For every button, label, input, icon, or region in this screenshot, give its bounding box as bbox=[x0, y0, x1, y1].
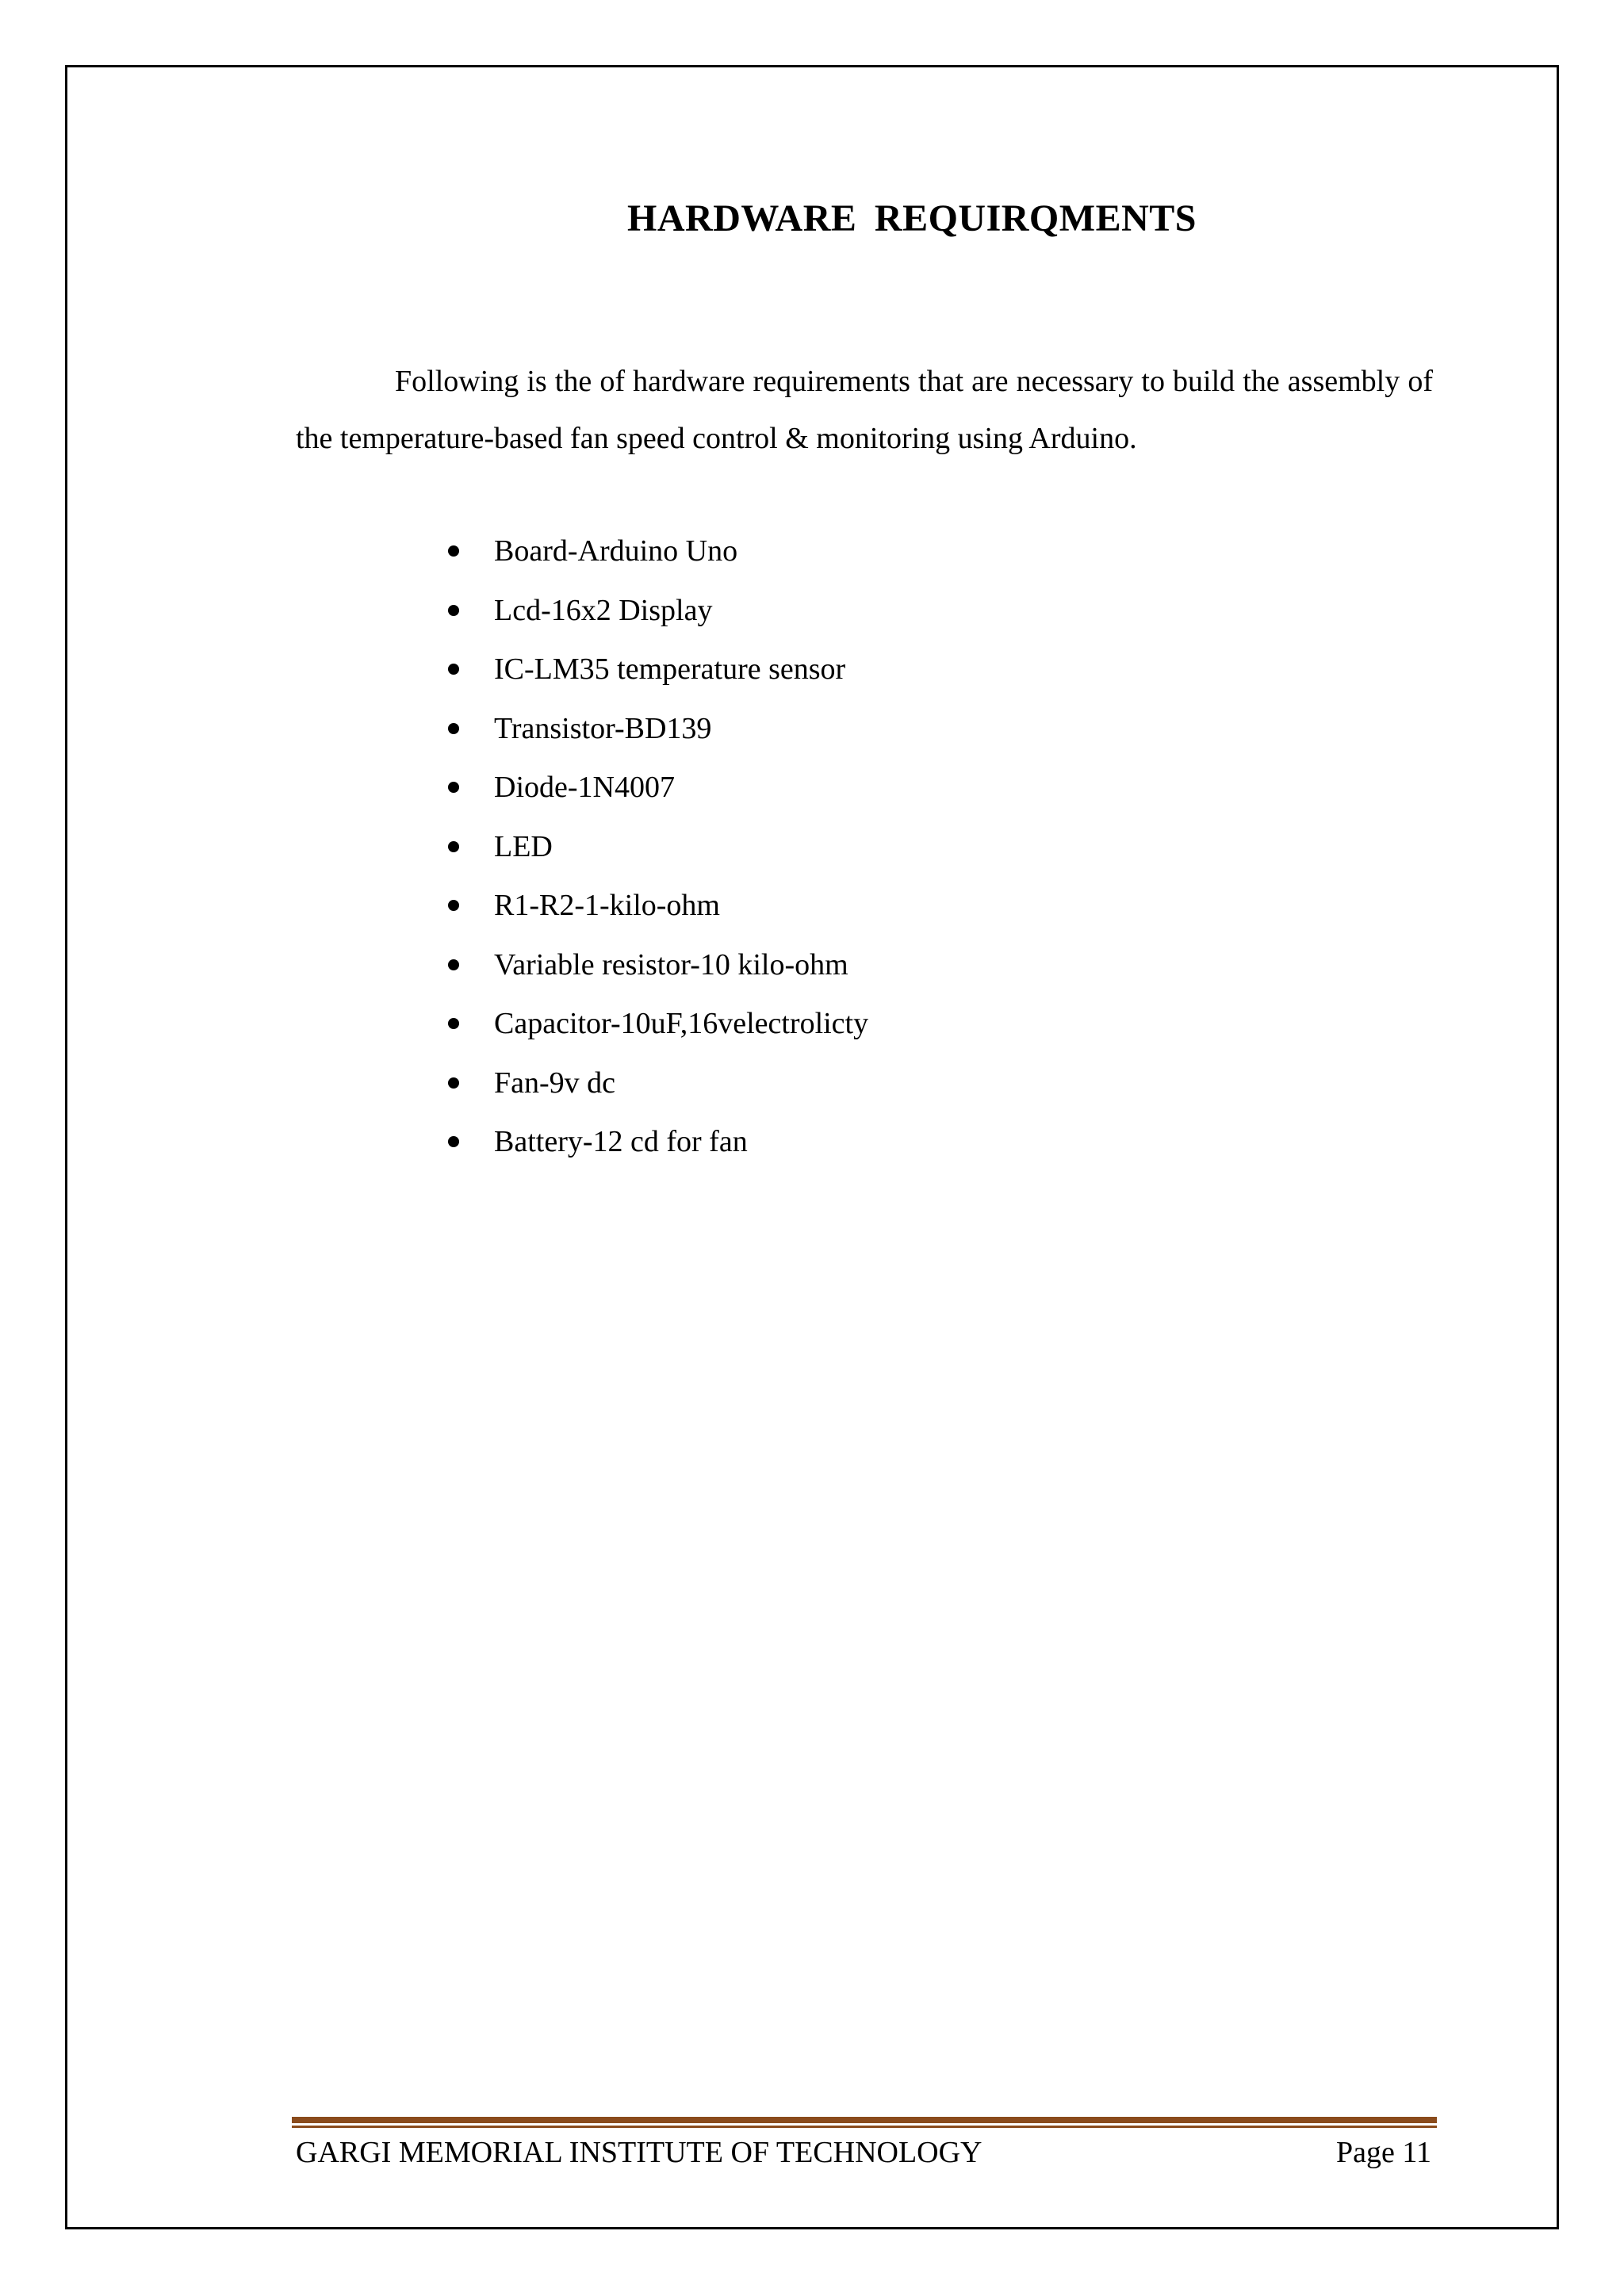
list-item bbox=[440, 758, 868, 817]
list-item bbox=[440, 936, 868, 995]
list-item bbox=[440, 581, 868, 641]
intro-paragraph: Following is the of hardware requirements that are necessary to build the assembly of the temperature-based fan speed control & monitoring using Arduino. bbox=[296, 365, 1433, 455]
bullet-icon bbox=[448, 959, 459, 970]
list-item bbox=[440, 1112, 868, 1172]
list-item bbox=[440, 1054, 868, 1113]
list-item bbox=[440, 994, 868, 1054]
list-item-text: Fan-9v dc bbox=[494, 1066, 616, 1100]
footer-page-number: Page 11 bbox=[1336, 2136, 1431, 2169]
list-item bbox=[440, 640, 868, 699]
bullet-icon bbox=[448, 1077, 459, 1089]
list-item-text: R1-R2-1-kilo-ohm bbox=[494, 889, 720, 922]
bullet-icon bbox=[448, 545, 459, 557]
list-item-text: IC-LM35 temperature sensor bbox=[494, 652, 846, 686]
page-title: HARDWARE REQUIRQMENTS bbox=[627, 197, 1197, 239]
list-item-text: Battery-12 cd for fan bbox=[494, 1125, 748, 1158]
list-item bbox=[440, 522, 868, 581]
list-item bbox=[440, 817, 868, 877]
bullet-icon bbox=[448, 605, 459, 616]
bullet-icon bbox=[448, 1136, 459, 1147]
bullet-icon bbox=[448, 782, 459, 793]
list-item-text: Capacitor-10uF,16velectrolicty bbox=[494, 1007, 869, 1040]
list-item-text: Lcd-16x2 Display bbox=[494, 593, 713, 627]
footer-institution: GARGI MEMORIAL INSTITUTE OF TECHNOLOGY bbox=[296, 2136, 982, 2169]
requirements-list bbox=[440, 522, 868, 1172]
footer-rule-thick bbox=[292, 2117, 1437, 2123]
bullet-icon bbox=[448, 900, 459, 911]
bullet-icon bbox=[448, 664, 459, 675]
footer-rule-thin bbox=[292, 2126, 1437, 2128]
bullet-icon bbox=[448, 1018, 459, 1029]
list-item-text: Diode-1N4007 bbox=[494, 771, 675, 804]
bullet-icon bbox=[448, 841, 459, 852]
list-item-text: Variable resistor-10 kilo-ohm bbox=[494, 947, 848, 982]
list-item-text: Transistor-BD139 bbox=[494, 711, 712, 745]
list-item bbox=[440, 699, 868, 759]
list-item-text: Board-Arduino Uno bbox=[494, 534, 738, 568]
list-item-text: LED bbox=[494, 829, 553, 863]
bullet-icon bbox=[448, 723, 459, 734]
list-item bbox=[440, 876, 868, 936]
